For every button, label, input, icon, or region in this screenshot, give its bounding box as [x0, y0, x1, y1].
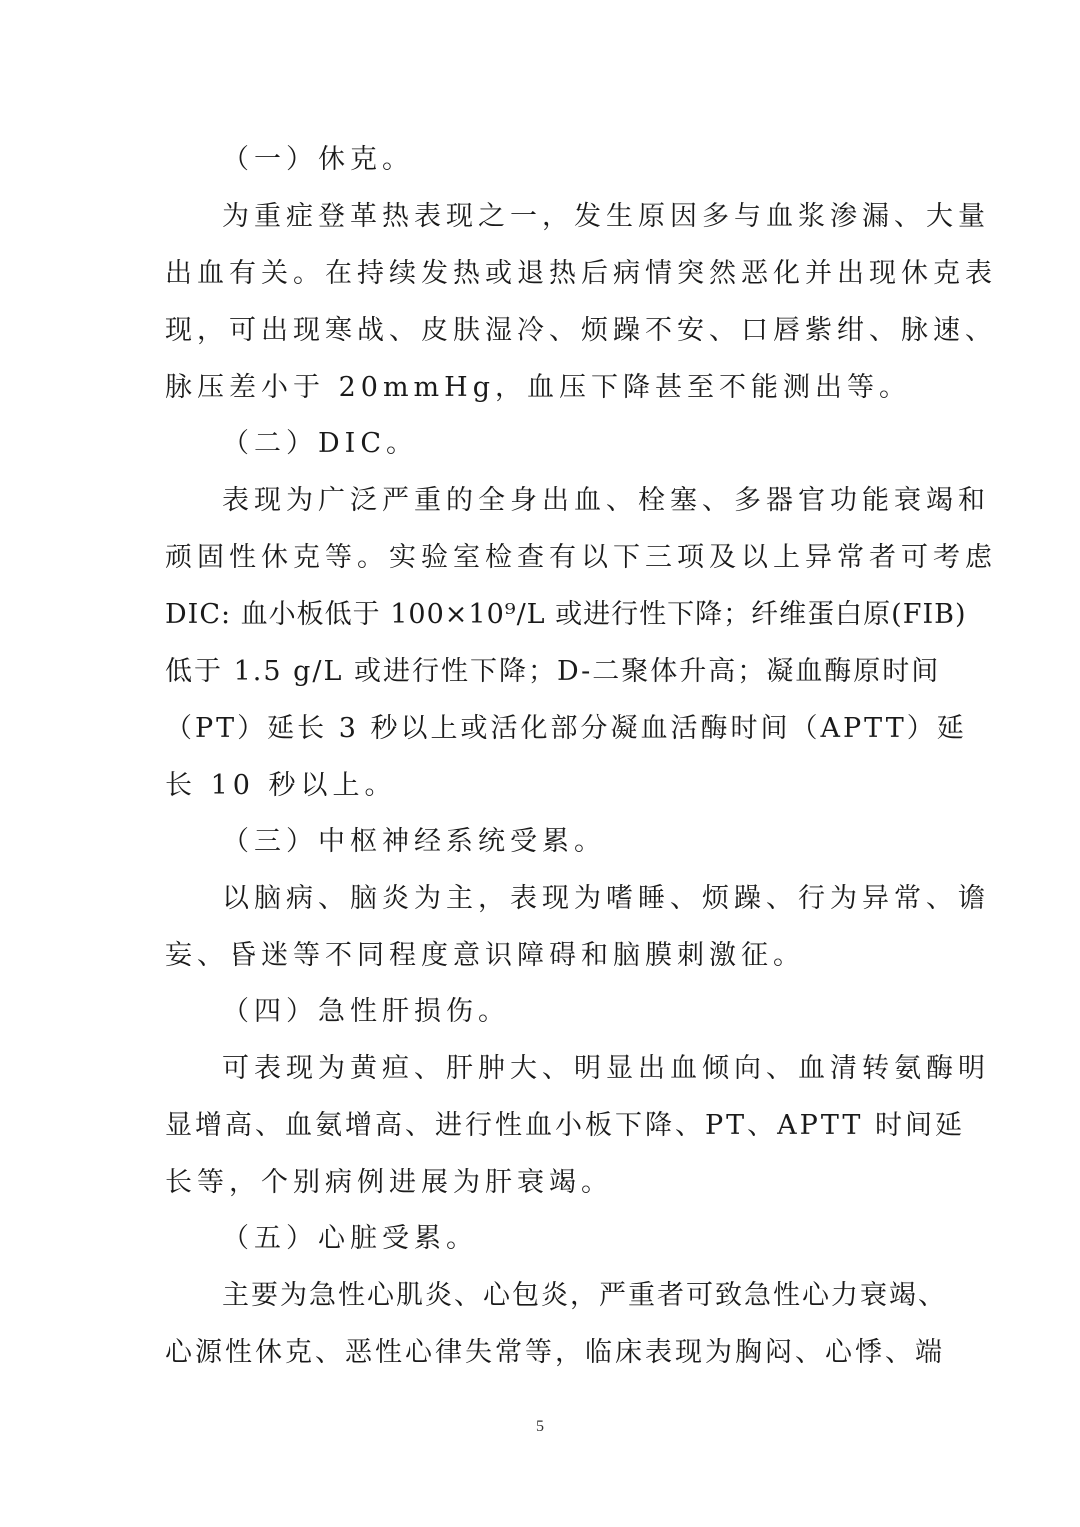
paragraph-line: 可表现为黄疸、肝肿大、明显出血倾向、血清转氨酶明 — [222, 1053, 990, 1084]
paragraph-line: 脉压差小于 20mmHg，血压下降甚至不能测出等。 — [165, 372, 911, 403]
section-heading-5: （五）心脏受累。 — [222, 1223, 478, 1254]
paragraph-line: 出血有关。在持续发热或退热后病情突然恶化并出现休克表 — [165, 258, 997, 289]
paragraph-line: 心源性休克、恶性心律失常等，临床表现为胸闷、心悸、端 — [165, 1337, 945, 1368]
paragraph-line: 以脑病、脑炎为主，表现为嗜睡、烦躁、行为异常、谵 — [222, 883, 990, 914]
paragraph-line: 显增高、血氨增高、进行性血小板下降、PT、APTT 时间延 — [165, 1110, 965, 1141]
paragraph-line: 妄、昏迷等不同程度意识障碍和脑膜刺激征。 — [165, 940, 805, 971]
paragraph-line: 主要为急性心肌炎、心包炎，严重者可致急性心力衰竭、 — [222, 1280, 947, 1311]
page-number: 5 — [536, 1418, 544, 1435]
section-heading-1: （一）休克。 — [222, 144, 414, 175]
paragraph-line: 表现为广泛严重的全身出血、栓塞、多器官功能衰竭和 — [222, 485, 990, 516]
paragraph-line: 长 10 秒以上。 — [165, 770, 397, 801]
paragraph-line: （PT）延长 3 秒以上或活化部分凝血活酶时间（APTT）延 — [165, 713, 967, 744]
paragraph-line: 长等，个别病例进展为肝衰竭。 — [165, 1167, 613, 1198]
paragraph-line: DIC: 血小板低于 100×10⁹/L 或进行性下降；纤维蛋白原(FIB) — [165, 599, 967, 630]
paragraph-line: 低于 1.5 g/L 或进行性下降；D-二聚体升高；凝血酶原时间 — [165, 656, 941, 687]
section-heading-3: （三）中枢神经系统受累。 — [222, 826, 606, 857]
section-heading-2: （二）DIC。 — [222, 428, 418, 459]
paragraph-line: 现，可出现寒战、皮肤湿冷、烦躁不安、口唇紫绀、脉速、 — [165, 315, 997, 346]
section-heading-4: （四）急性肝损伤。 — [222, 996, 510, 1027]
paragraph-line: 为重症登革热表现之一，发生原因多与血浆渗漏、大量 — [222, 201, 990, 232]
paragraph-line: 顽固性休克等。实验室检查有以下三项及以上异常者可考虑 — [165, 542, 997, 573]
